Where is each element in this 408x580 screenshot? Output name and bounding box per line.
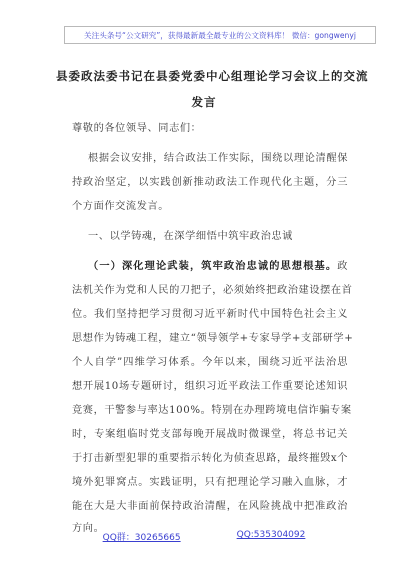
intro-line-3: 个方面作交流发言。	[72, 201, 170, 212]
qq-contact-link[interactable]: QQ:535304092	[236, 530, 306, 540]
document-title-line-1: 县委政法委书记在县委党委中心组理论学习会议上的交流	[56, 69, 369, 83]
intro-line-2: 持政治坚定，以实践创新推动政法工作现代化主题，分三	[72, 177, 348, 188]
salutation: 尊敬的各位领导、同志们：	[72, 123, 202, 134]
footer-contacts	[0, 530, 408, 543]
subsection-heading-line	[88, 260, 348, 273]
paragraph-line: 方向。	[72, 523, 105, 534]
paragraph-line: 位。我们坚持把学习贯彻习近平新时代中国特色社会主义	[72, 309, 348, 320]
paragraph-line: 时，专案组临时党支部每晚开展战时微课堂，将总书记关	[72, 429, 348, 440]
section-heading-1: 一、以学铸魂，在深学细悟中筑牢政治忠诚	[88, 231, 293, 242]
paragraph-line: 于打击新型犯罪的重要指示转化为侦查思路，最终摧毁x个	[72, 453, 349, 464]
document-title-line-2: 发言	[191, 95, 217, 109]
paragraph-line: 境外犯罪窝点。实践证明，只有把理论学习融入血脉，才	[72, 477, 348, 488]
paragraph-line: 想开展10场专题研讨，组织习近平政法工作重要论述知识	[72, 381, 348, 392]
subsection-heading-tail: 政	[337, 261, 348, 272]
paragraph-line: 思想作为铸魂工程，建立“领导领学+专家导学+支部研学+	[72, 333, 354, 344]
paragraph-line: 法机关作为党和人民的刀把子，必须始终把政治建设摆在首	[72, 285, 353, 296]
paragraph-line: 能在大是大非面前保持政治清醒，在风险挑战中把准政治	[72, 501, 348, 512]
promo-banner	[64, 26, 376, 44]
qq-group-link[interactable]: QQ群：30265665	[102, 533, 181, 543]
paragraph-line: 竞赛，干警参与率达100%。特别在办理跨境电信诈骗专案	[72, 405, 352, 416]
paragraph-line: 个人自学”四维学习体系。今年以来，围绕习近平法治思	[72, 357, 348, 368]
subsection-heading-bold: （一）深化理论武装，筑牢政治忠诚的思想根基。	[88, 261, 338, 272]
promo-banner-text: 关注头条号“公文研究”，获得最新最全最专业的公文资料库！ 微信：gongwenyj	[84, 30, 356, 40]
intro-line-1: 根据会议安排，结合政法工作实际，围绕以理论清醒保	[88, 153, 348, 164]
